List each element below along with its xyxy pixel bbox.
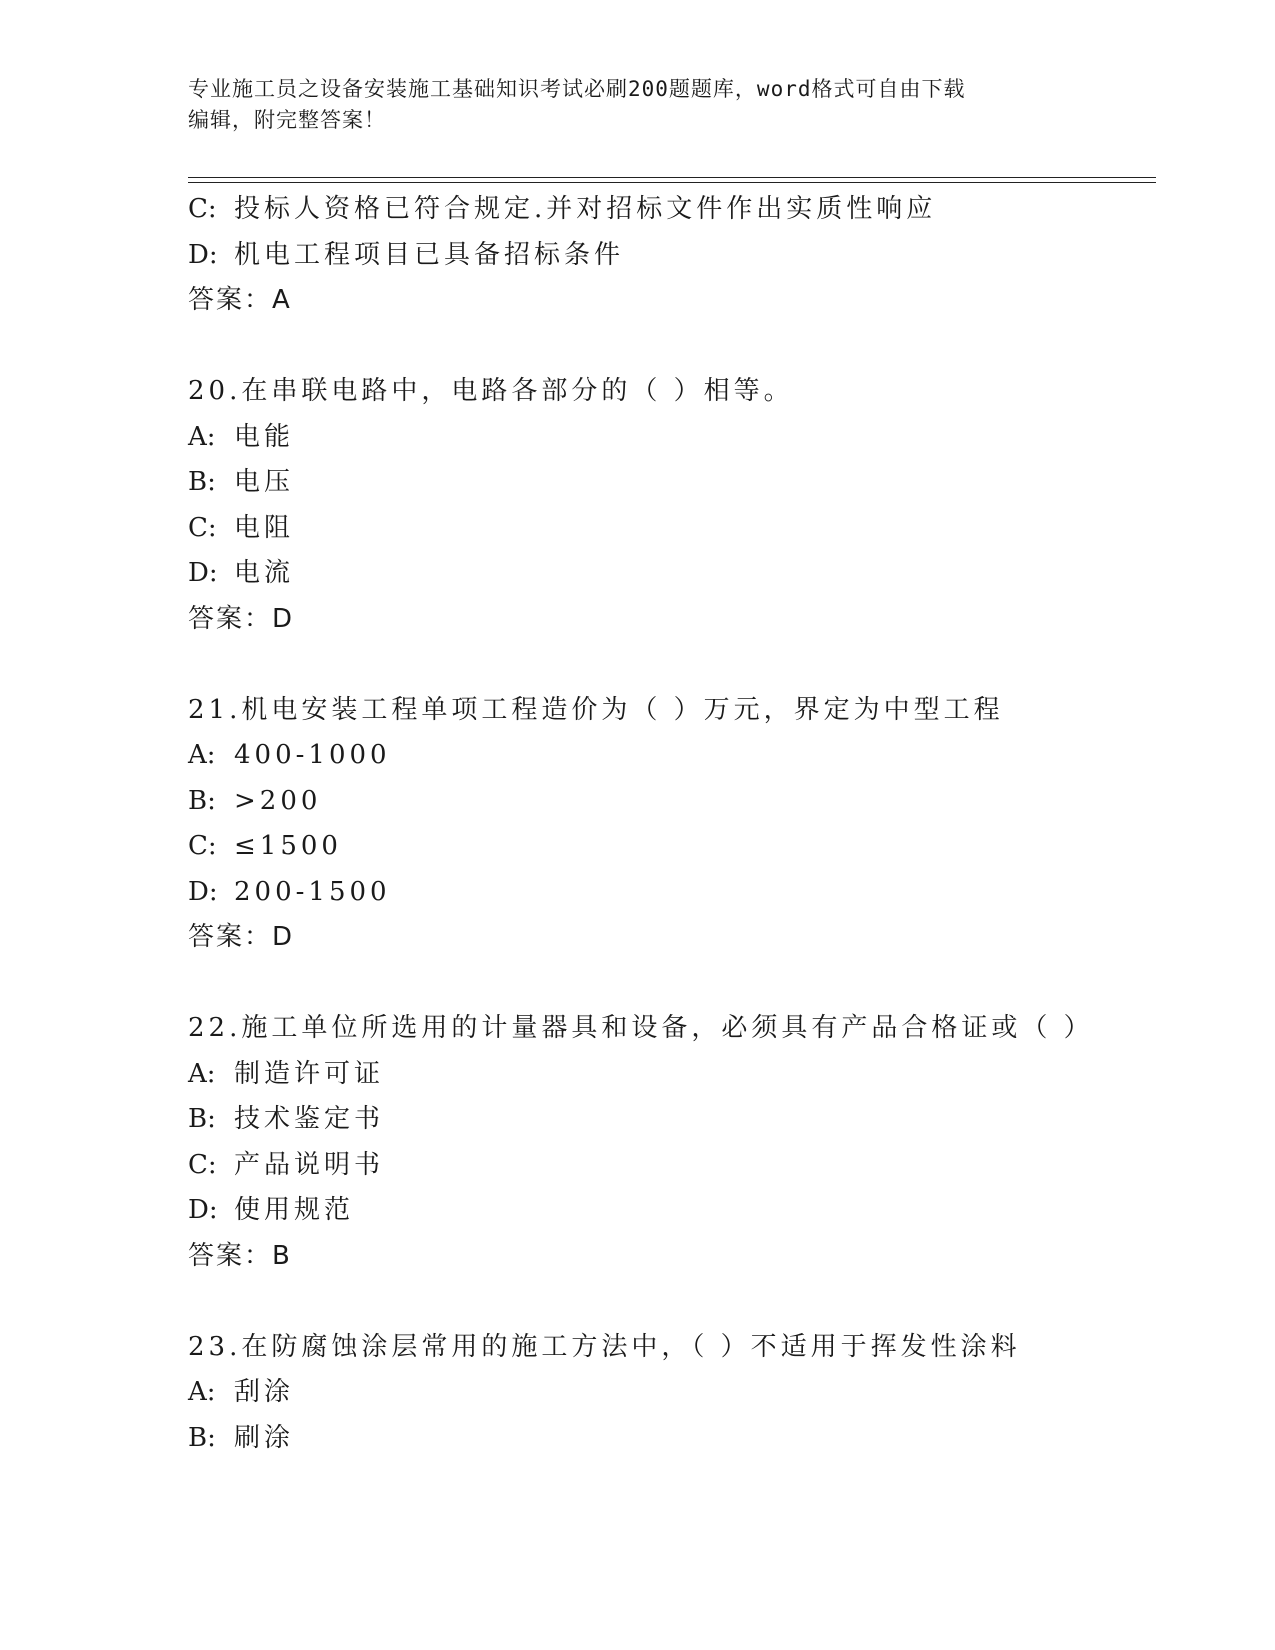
option-key: D: <box>188 558 218 588</box>
option-text: 技术鉴定书 <box>234 1104 385 1134</box>
option-key: B: <box>188 1104 216 1134</box>
option-row <box>188 779 1156 825</box>
option-row <box>188 1188 1156 1234</box>
option-row <box>188 187 1156 233</box>
option-text: 产品说明书 <box>234 1149 385 1180</box>
option-text: 投标人资格已符合规定.并对招标文件作出实质性响应 <box>234 194 937 224</box>
answer-line: 答案：A <box>188 285 292 315</box>
answer-line: 答案：D <box>188 603 295 634</box>
option-key: A: <box>188 421 216 452</box>
header-title-line-2: 编辑，附完整答案！ <box>188 108 386 132</box>
option-key: D: <box>188 876 218 907</box>
option-text: 电阻 <box>234 512 295 543</box>
option-row <box>188 1143 1156 1189</box>
question-19-continued <box>188 187 1156 324</box>
option-row <box>188 415 1156 461</box>
question-stem: 21.机电安装工程单项工程造价为（ ）万元，界定为中型工程 <box>188 694 1004 725</box>
option-text: 制造许可证 <box>234 1058 385 1089</box>
option-row <box>188 1370 1156 1416</box>
option-row <box>188 1052 1156 1098</box>
answer-line: 答案：B <box>188 1240 292 1271</box>
header-divider-top <box>188 177 1156 178</box>
option-text: >200 <box>234 785 322 816</box>
option-key: A: <box>188 1377 216 1407</box>
question-stem: 23.在防腐蚀涂层常用的施工方法中，（ ）不适用于挥发性涂料 <box>188 1331 1021 1362</box>
option-text: 电压 <box>234 467 295 497</box>
option-key: C: <box>188 512 217 543</box>
option-text: 电流 <box>234 558 295 588</box>
answer-line: 答案：D <box>188 922 295 952</box>
option-key: C: <box>188 1149 217 1180</box>
question-20 <box>188 369 1156 642</box>
question-stem: 22.施工单位所选用的计量器具和设备，必须具有产品合格证或（ ） <box>188 1013 1094 1043</box>
option-row <box>188 460 1156 506</box>
option-key: C: <box>188 194 217 224</box>
option-text: 刷涂 <box>234 1422 295 1453</box>
option-text: ≤1500 <box>234 831 342 861</box>
spacer <box>188 961 1156 1007</box>
option-row <box>188 1097 1156 1143</box>
option-row <box>188 1416 1156 1462</box>
document-header <box>188 74 1088 136</box>
option-key: C: <box>188 831 217 861</box>
option-key: B: <box>188 467 216 497</box>
option-row <box>188 824 1156 870</box>
option-row <box>188 551 1156 597</box>
option-key: B: <box>188 1422 216 1453</box>
spacer <box>188 642 1156 688</box>
option-key: A: <box>188 740 216 770</box>
option-text: 200-1500 <box>234 876 391 907</box>
header-title-line-1: 专业施工员之设备安装施工基础知识考试必刷200题题库，word格式可自由下载 <box>188 77 966 101</box>
question-21 <box>188 688 1156 961</box>
question-list <box>188 187 1156 1461</box>
option-key: D: <box>188 1195 218 1225</box>
option-key: A: <box>188 1058 216 1089</box>
option-text: 机电工程项目已具备招标条件 <box>234 239 625 270</box>
option-row <box>188 733 1156 779</box>
option-key: B: <box>188 785 216 816</box>
header-divider-bottom <box>188 182 1156 183</box>
option-text: 400-1000 <box>234 740 391 770</box>
spacer <box>188 324 1156 370</box>
spacer <box>188 1279 1156 1325</box>
option-row <box>188 870 1156 916</box>
option-row <box>188 506 1156 552</box>
option-row <box>188 233 1156 279</box>
option-text: 刮涂 <box>234 1377 295 1407</box>
question-stem: 20.在串联电路中，电路各部分的（ ）相等。 <box>188 376 794 406</box>
question-22 <box>188 1006 1156 1279</box>
question-23 <box>188 1325 1156 1462</box>
option-text: 电能 <box>234 421 295 452</box>
option-key: D: <box>188 239 218 270</box>
option-text: 使用规范 <box>234 1195 355 1225</box>
